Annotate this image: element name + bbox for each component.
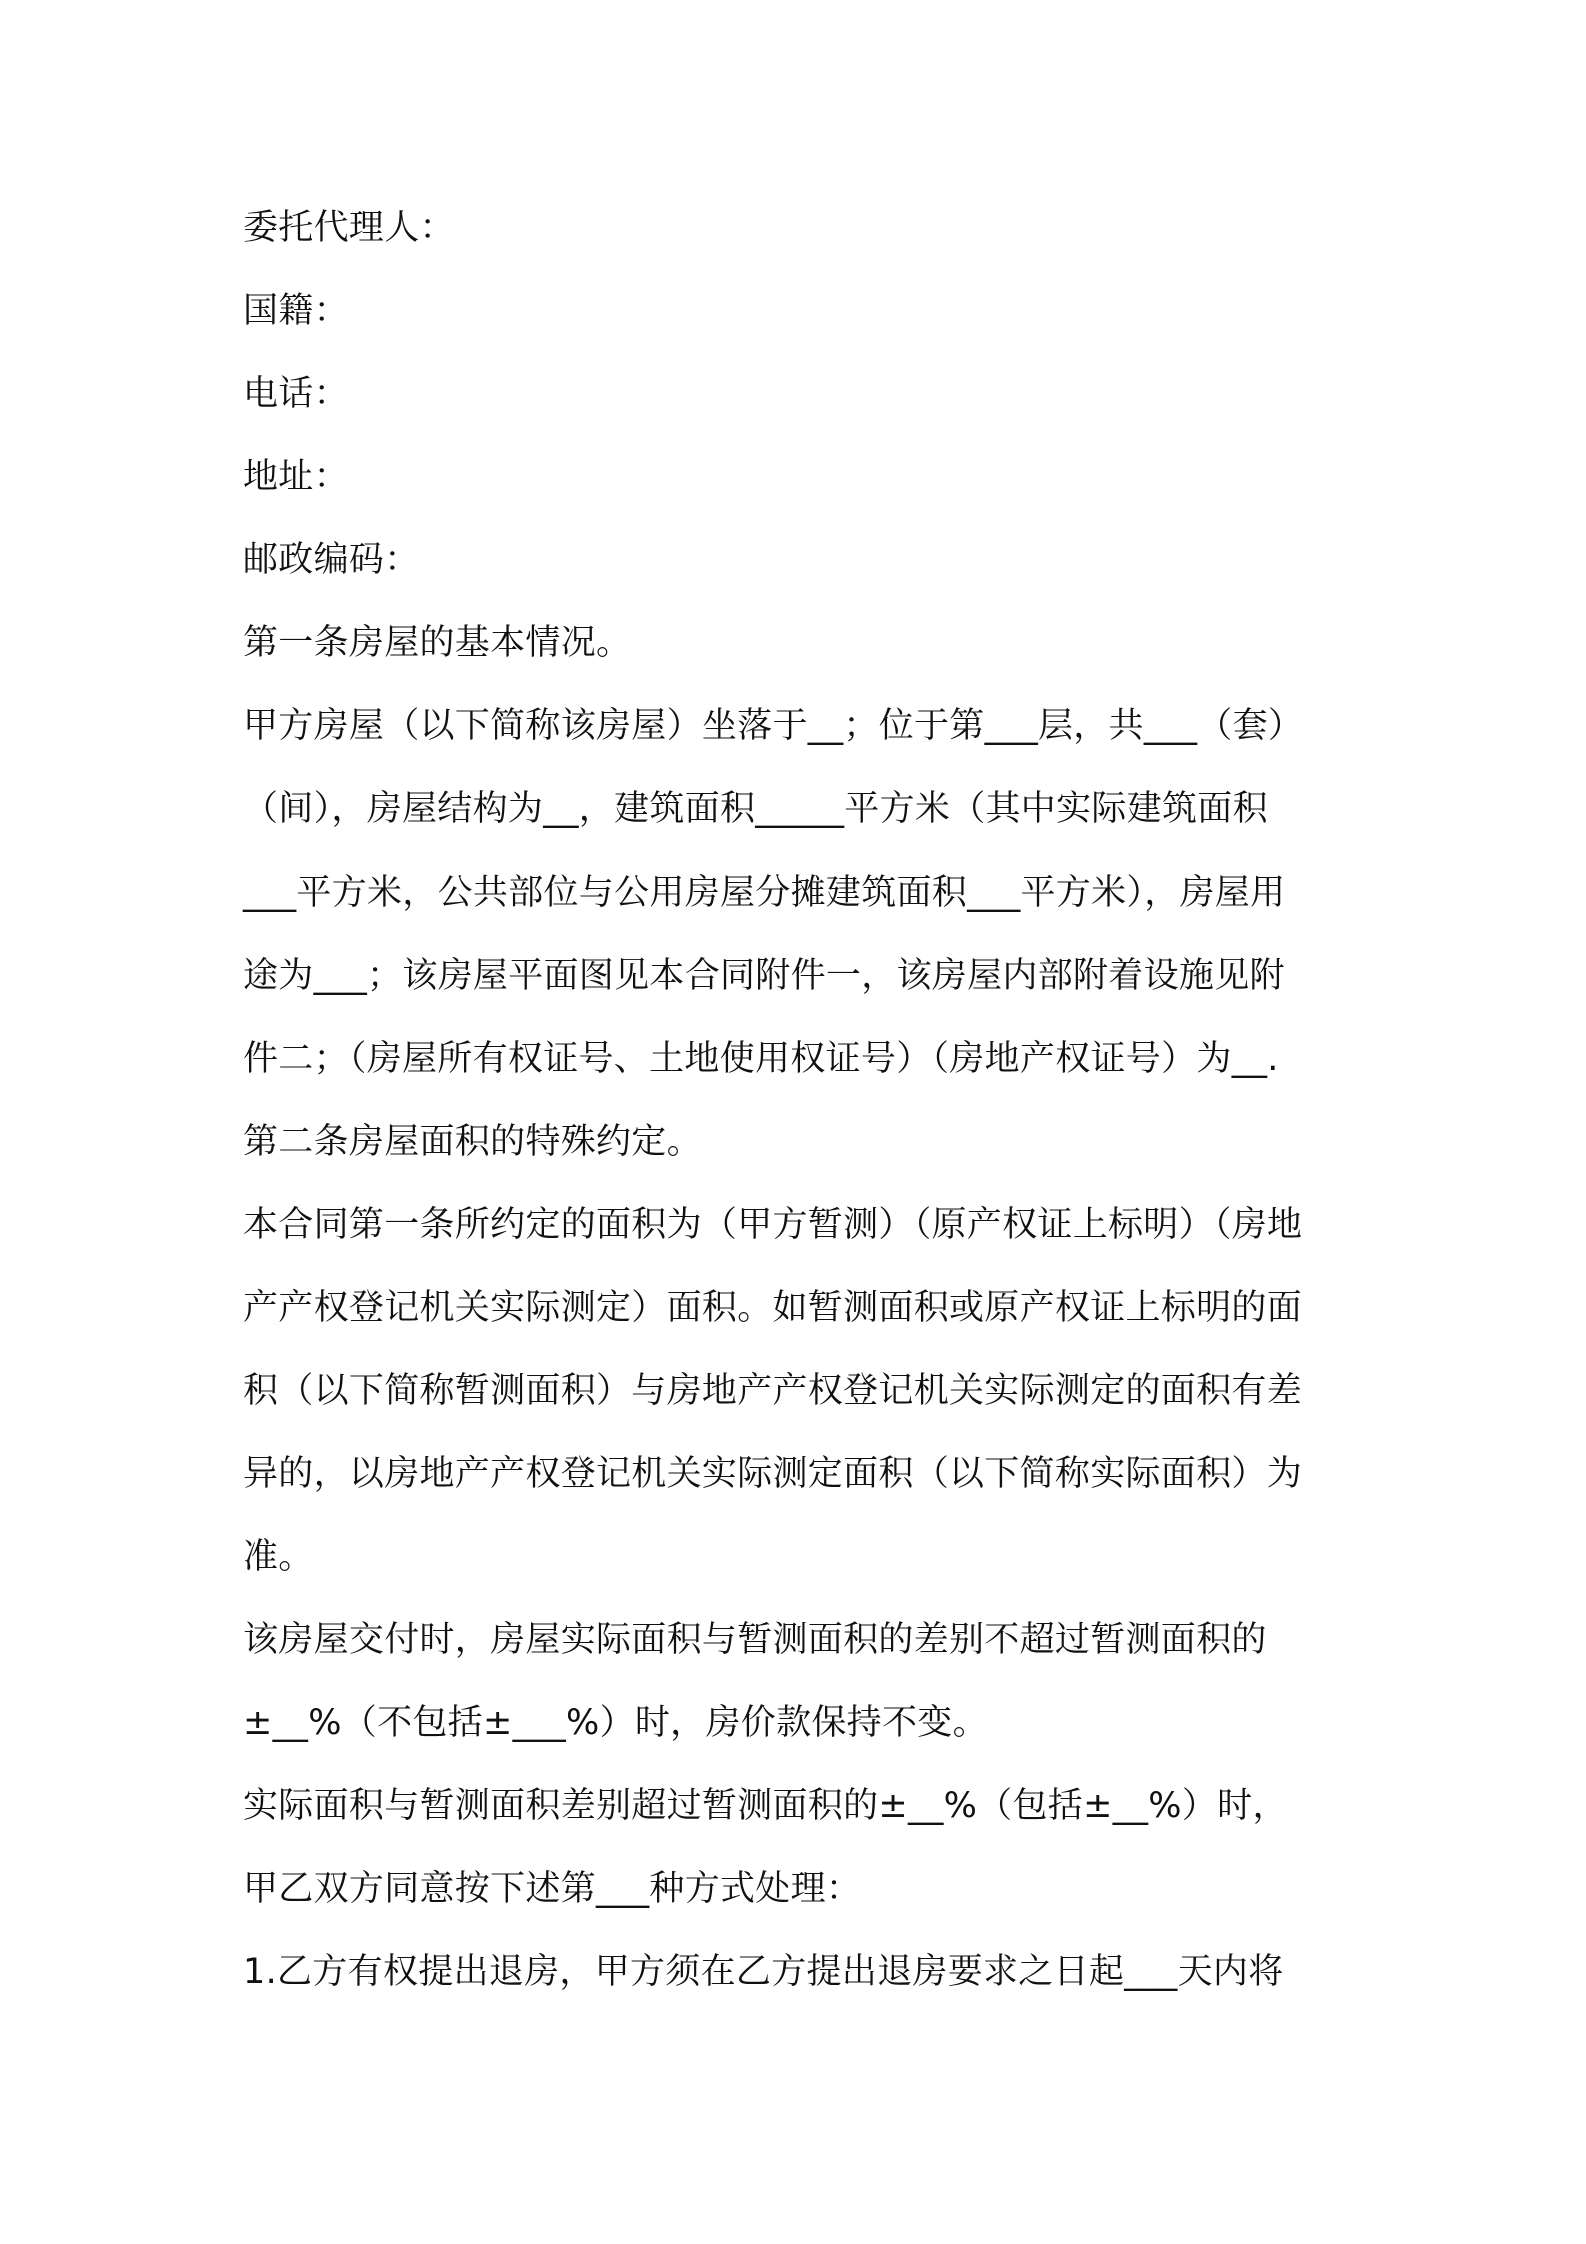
article-2-paragraph-line: 准。 [243, 1537, 314, 1577]
delivery-clause-line: ±__%（不包括±___%）时，房价款保持不变。 [243, 1703, 988, 1743]
option-1-line: 1.乙方有权提出退房，甲方须在乙方提出退房要求之日起___天内将 [243, 1952, 1284, 1992]
address-label: 地址： [243, 457, 349, 497]
difference-clause-line: 甲乙双方同意按下述第___种方式处理： [243, 1869, 862, 1909]
difference-clause-line: 实际面积与暂测面积差别超过暂测面积的±__%（包括±__%）时， [243, 1786, 1288, 1826]
agent-label: 委托代理人： [243, 208, 455, 248]
phone-label: 电话： [243, 374, 349, 414]
article-1-paragraph-line: 件二；（房屋所有权证号、土地使用权证号）（房地产权证号）为__. [243, 1039, 1279, 1079]
article-2-paragraph-line: 本合同第一条所约定的面积为（甲方暂测）（原产权证上标明）（房地 [243, 1205, 1303, 1245]
article-1-paragraph-line: ___平方米，公共部位与公用房屋分摊建筑面积___平方米），房屋用 [243, 873, 1286, 913]
article-2-paragraph-line: 产产权登记机关实际测定）面积。如暂测面积或原产权证上标明的面 [243, 1288, 1303, 1328]
article-1-heading: 第一条房屋的基本情况。 [243, 623, 632, 663]
delivery-clause-line: 该房屋交付时，房屋实际面积与暂测面积的差别不超过暂测面积的 [243, 1620, 1267, 1660]
nationality-label: 国籍： [243, 291, 349, 331]
article-2-paragraph-line: 积（以下简称暂测面积）与房地产产权登记机关实际测定的面积有差 [243, 1371, 1303, 1411]
article-2-heading: 第二条房屋面积的特殊约定。 [243, 1122, 702, 1162]
postal-code-label: 邮政编码： [243, 540, 420, 580]
article-1-paragraph-line: （间），房屋结构为__，建筑面积_____平方米（其中实际建筑面积 [243, 789, 1268, 829]
article-1-paragraph-line: 途为___；该房屋平面图见本合同附件一，该房屋内部附着设施见附 [243, 956, 1285, 996]
article-1-paragraph-line: 甲方房屋（以下简称该房屋）坐落于__；位于第___层，共___（套） [243, 706, 1304, 746]
article-2-paragraph-line: 异的，以房地产产权登记机关实际测定面积（以下简称实际面积）为 [243, 1454, 1303, 1494]
